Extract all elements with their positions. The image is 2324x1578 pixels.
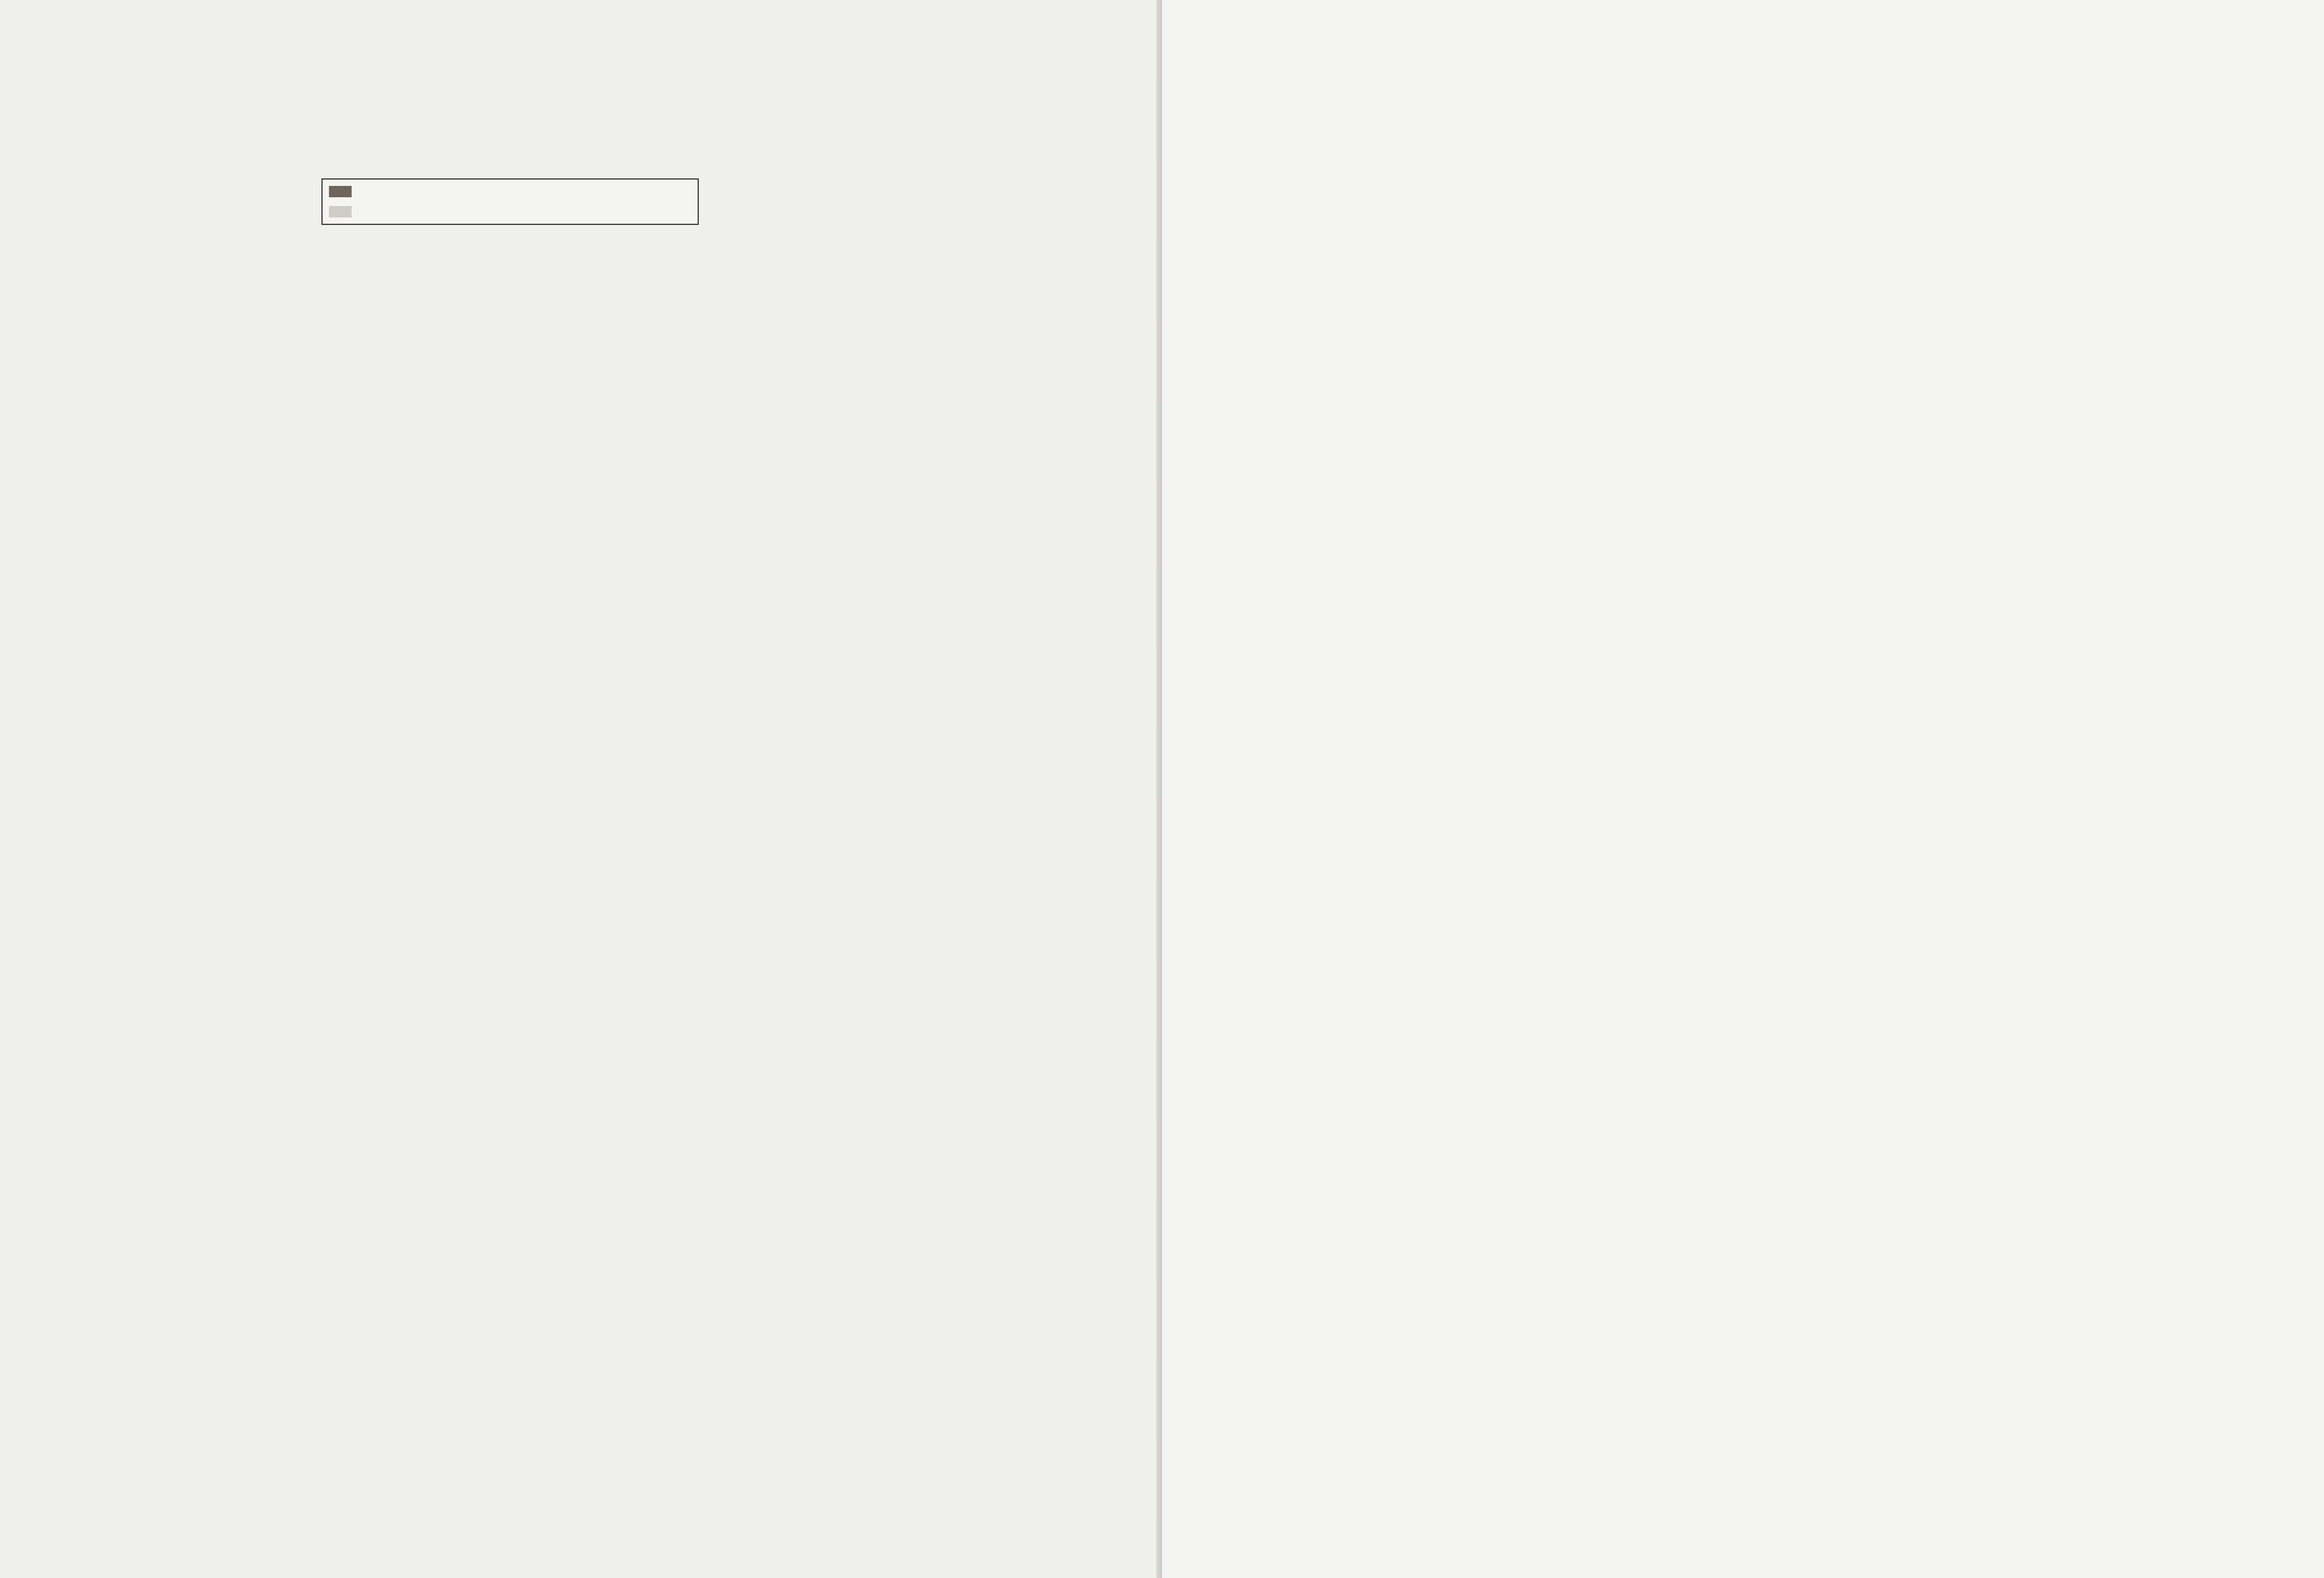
legend-item-active <box>329 201 357 221</box>
legend-item-usage <box>329 181 357 201</box>
legend-swatch-active <box>329 206 352 217</box>
right-exam-page <box>1162 0 2324 1578</box>
chart-legend <box>321 178 699 225</box>
legend-swatch-usage <box>329 186 352 197</box>
